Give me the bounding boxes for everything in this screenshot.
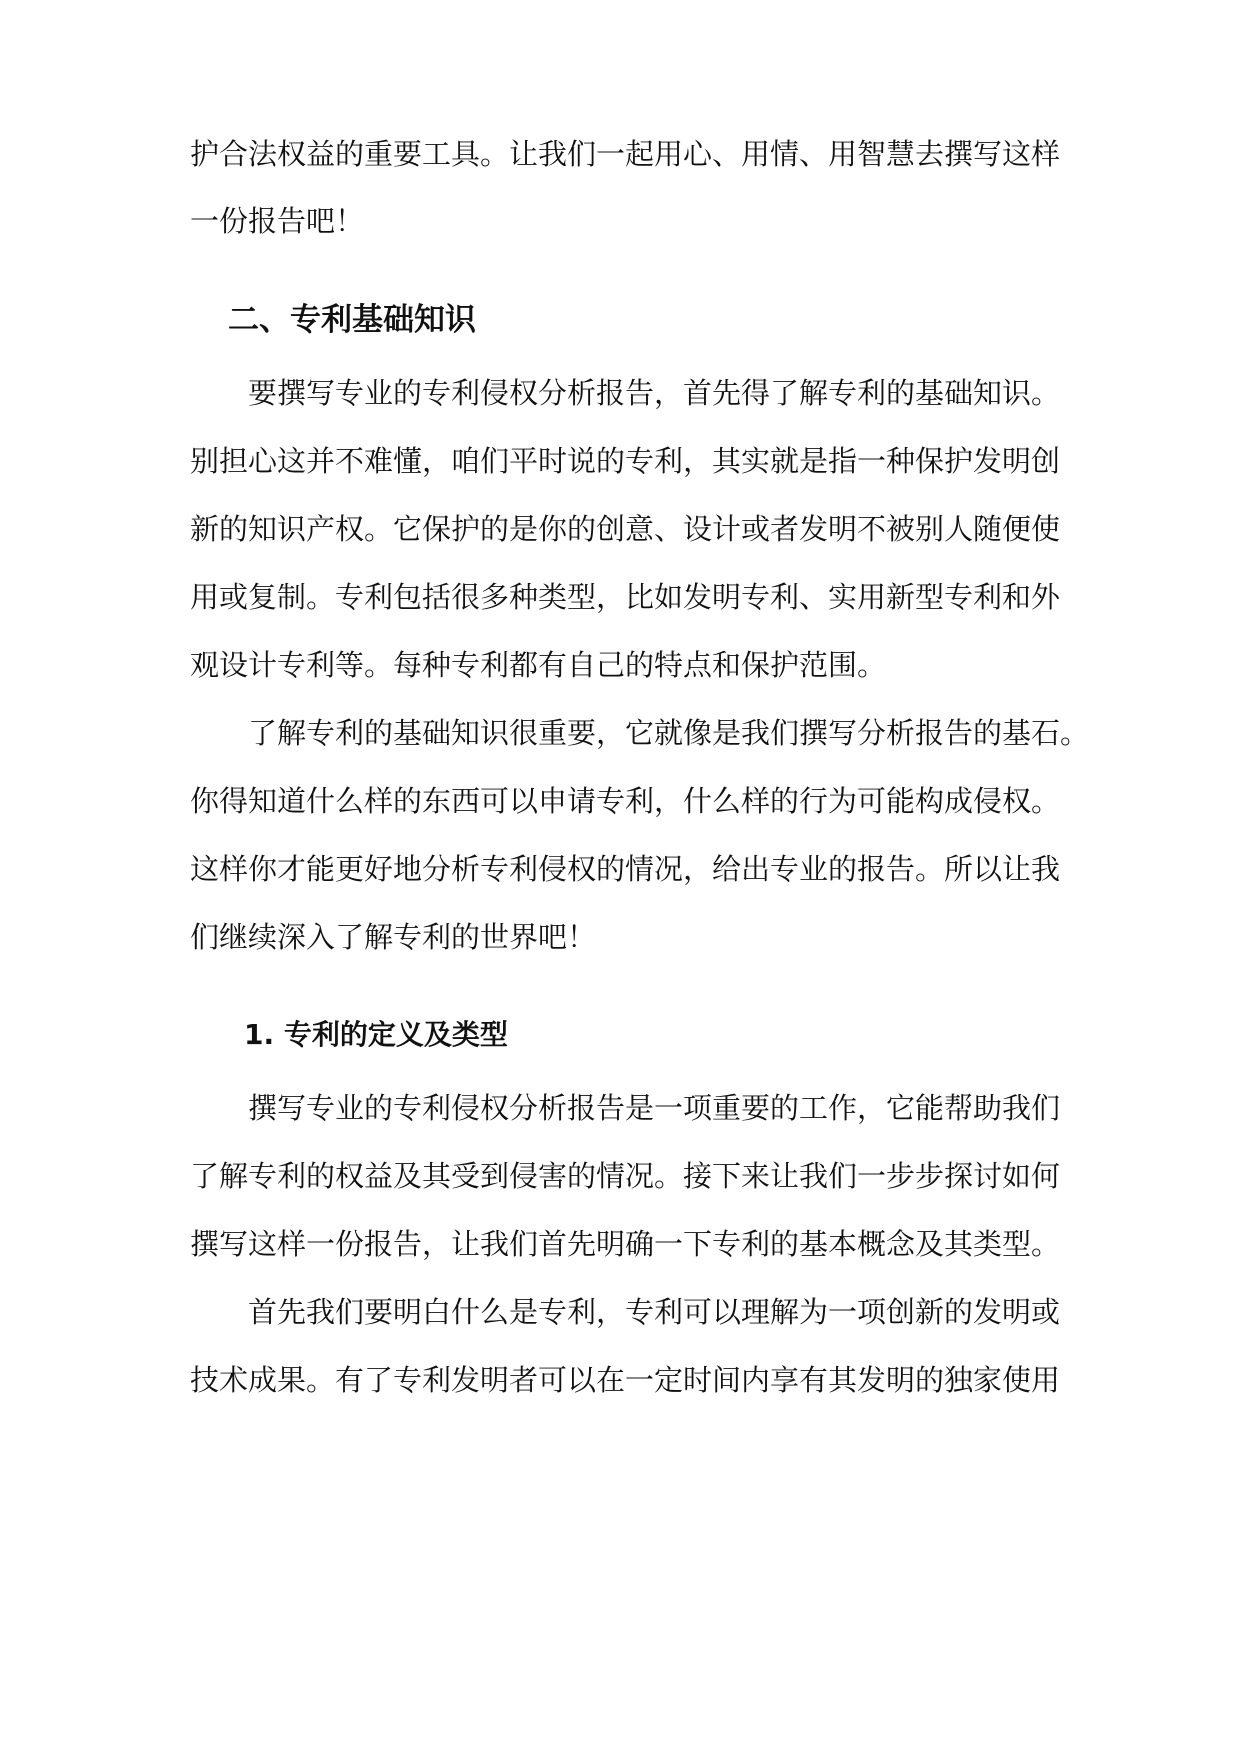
section-heading: 二、专利基础知识 (228, 302, 476, 338)
intro-line: 护合法权益的重要工具。让我们一起用心、用情、用智慧去撰写这样 (190, 137, 1061, 171)
paragraph-line: 们继续深入了解专利的世界吧！ (190, 920, 597, 954)
paragraph-line: 撰写这样一份报告，让我们首先明确一下专利的基本概念及其类型。 (190, 1227, 1061, 1261)
intro-line: 一份报告吧！ (190, 204, 365, 238)
paragraph-line: 新的知识产权。它保护的是你的创意、设计或者发明不被别人随便使 (190, 512, 1061, 546)
subsection-heading: 1. 专利的定义及类型 (244, 1018, 508, 1051)
paragraph-line: 你得知道什么样的东西可以申请专利，什么样的行为可能构成侵权。 (190, 784, 1061, 818)
paragraph-line: 这样你才能更好地分析专利侵权的情况，给出专业的报告。所以让我 (190, 852, 1061, 886)
paragraph-line: 别担心这并不难懂，咱们平时说的专利，其实就是指一种保护发明创 (190, 444, 1061, 478)
paragraph-line: 了解专利的基础知识很重要，它就像是我们撰写分析报告的基石。 (248, 716, 1090, 750)
paragraph-line: 用或复制。专利包括很多种类型，比如发明专利、实用新型专利和外 (190, 580, 1061, 614)
paragraph-line: 观设计专利等。每种专利都有自己的特点和保护范围。 (190, 648, 887, 682)
paragraph-line: 了解专利的权益及其受到侵害的情况。接下来让我们一步步探讨如何 (190, 1159, 1061, 1193)
paragraph-line: 技术成果。有了专利发明者可以在一定时间内享有其发明的独家使用 (190, 1363, 1061, 1397)
paragraph-line: 首先我们要明白什么是专利，专利可以理解为一项创新的发明或 (248, 1295, 1061, 1329)
paragraph-line: 撰写专业的专利侵权分析报告是一项重要的工作，它能帮助我们 (248, 1091, 1061, 1125)
paragraph-line: 要撰写专业的专利侵权分析报告，首先得了解专利的基础知识。 (248, 376, 1061, 410)
